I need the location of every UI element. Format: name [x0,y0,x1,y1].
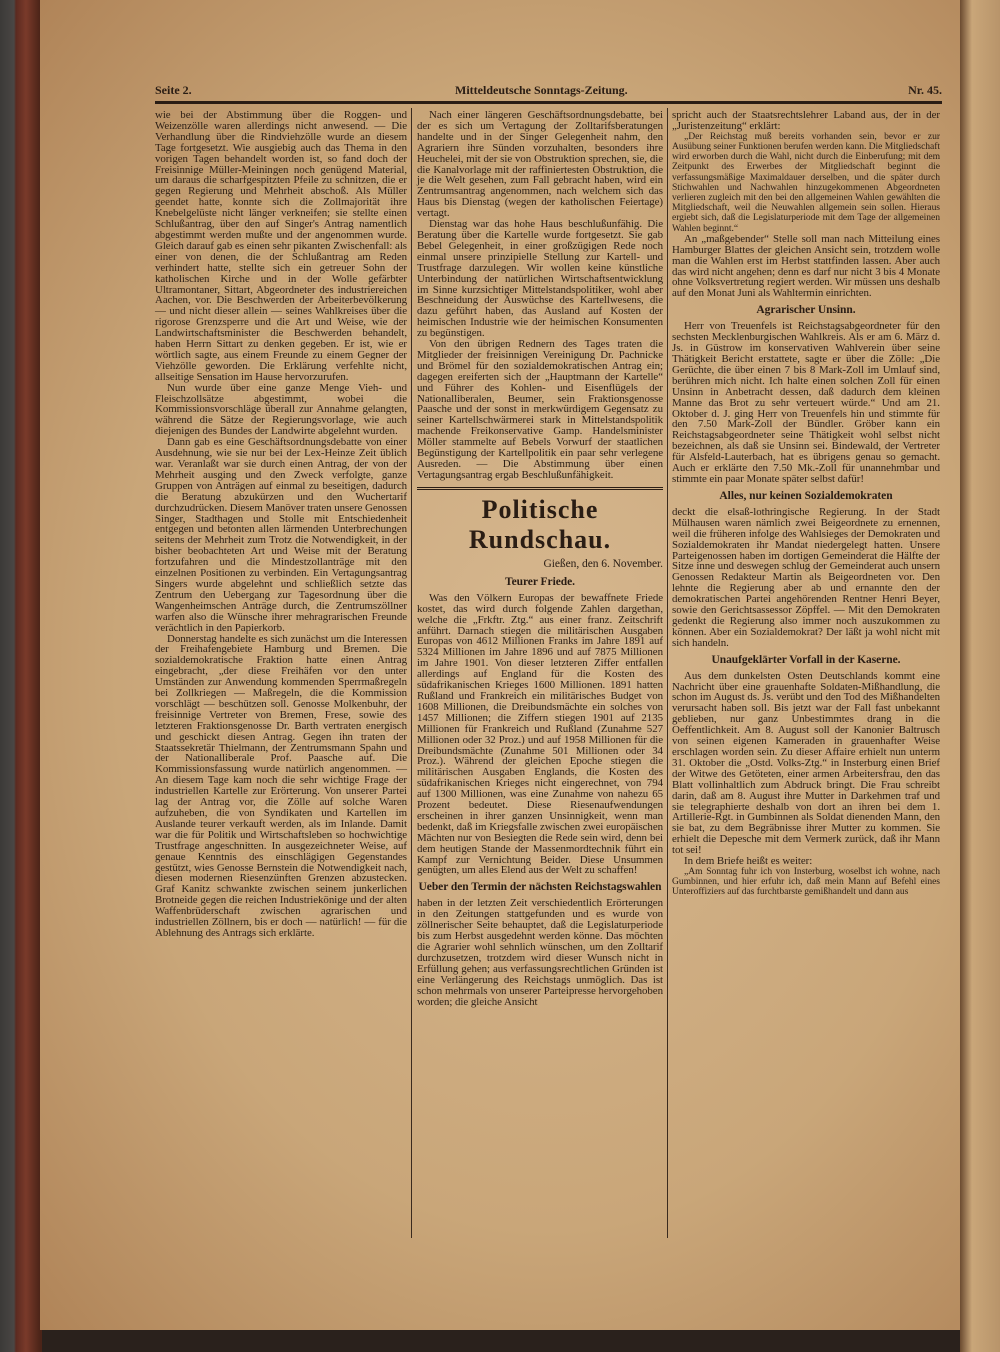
paragraph: An „maßgebender“ Stelle soll man nach Mitteilung eines Hamburger Blattes der gleichen Ansicht sein, trotzdem wolle man die Wahlen erst im Herbst stattfinden lassen. Aber auch das wird nicht angehen; denn es darf nur nicht 3 bis 4 Monate ohne Volksvertretung regiert werden. Wir müssen uns deshalb auf den Monat Juni als Wahltermin einrichten. [672,232,940,300]
article-heading: Ueber den Termin der nächsten Reichstagswahlen [418,881,662,894]
paragraph: Dann gab es eine Geschäftsordnungsdebatte von einer Ausdehnung, wie sie nur bei der Lex-Heinze Zeit üblich war. Veranlaßt war sie durch einen Antrag, der von der Mehrheit ausging und den Zweck verfolgte, ganze Gruppen von Anträgen auf einmal zu beseitigen, dadurch die Beratung abzukürzen und den Wuchertarif durchzudrücken. Diesem Manöver traten unsere Genossen Singer, Stadthagen und Stolle mit Entschiedenheit entgegen und betonten allen lärmenden Unterbrechungen seitens der Mehrheit zum Trotz die Notwendigkeit, in der bisher beobachteten Art und Weise mit der Beratung fortzufahren und die Mindestzollanträge mit den einzelnen Positionen zu verbinden. Ein Vertagungsantrag Singers wurde abgelehnt und schließlich setzte das Zentrum den Uebergang zur Tagesordnung über die Wangenheimschen Anträge durch, die Zentrumszöllner warfen also die Wünsche ihrer mehragrarischen Freunde verächtlich in den Papierkorb. [155,436,407,634]
newspaper-title: Mitteldeutsche Sonntags-Zeitung. [455,83,628,97]
paragraph: Herr von Treuenfels ist Reichstagsabgeordneter für den sechsten Mecklenburgischen Wahlkreis. Als er am 6. März d. Js. in Güstrow im konservativen Wahlverein über seine Thätigkeit Bericht erstattete, sagte er über die Zölle: „Die Gerüchte, die über einen 7 bis 8 Mark-Zoll im Umlauf sind, berühren mich nicht. Ich halte einen solchen Zoll für einen Unsinn in Anbetracht dessen, daß dadurch dem kleinen Manne das Brot zu sehr verteuert würde.“ Und am 21. Oktober d. J. ging Herr von Treuenfels hin und stimmte für den 7.50 Mark-Zoll der Bündler. Gröber kann ein Reichstagsabgeordneter seine Thätigkeit wohl selbst nicht bezeichnen, als daß sie Unsinn sei. Bindewald, der Vertreter für Alsfeld-Lauterbach, hat es übrigens genau so gemacht. Auch er erklärte den 7.50 Mk.-Zoll für unannehmbar und stimmte ein paar Monate später selbst dafür! [672,320,940,485]
paragraph: In dem Briefe heißt es weiter: [684,855,813,868]
article-heading: Alles, nur keinen Sozialdemokraten [719,489,893,502]
paragraph: Was den Völkern Europas der bewaffnete Friede kostet, das wird durch folgende Zahlen dargethan, welche die „Frkftr. Ztg.“ aus einer franz. Zeitschrift anführt. Darnach stiegen die militärischen Ausgaben Europas von 4612 Millionen Franks im Jahre 1891 auf 5324 Millionen im Jahre 1896 und auf 7875 Millionen im Jahre 1901. Von dieser letzteren Ziffer entfallen allerdings auf England für die Kosten des südafrikanischen Krieges 1600 Millionen. 1891 hatten Rußland und Frankreich ein militärisches Budget von 1608 Millionen, die Dreibundsmächte ein solches von 1457 Millionen; die Ziffern stiegen 1901 auf 2135 Millionen für Frankreich und Rußland (Zunahme 527 Millionen oder 32 Proz.) und auf 1958 Millionen für die Dreibundsmächte (Zunahme 501 Millionen oder 34 Proz.). Während der gleichen Epoche stiegen die militärischen Ausgaben Englands, die Kosten des südafrikanischen Krieges nicht eingerechnet, von 794 auf 1300 Millionen, was eine Zunahme von nahezu 65 Prozent bedeutet. Diese Riesenaufwendungen erscheinen in ihrer ganzen Unsinnigkeit, wenn man bedenkt, daß im Kriegsfalle zwischen zwei europäischen Mächten nur von Besiegten die Rede sein wird, denn bei dem heutigen Stande der Massenmordtechnik führt ein Kampf zur Vernichtung Beider. Diese Unsummen genügten, um alles Elend aus der Welt zu schaffen! [417,591,663,877]
column-rule [411,108,412,1238]
quotation: „Am Sonntag fuhr ich von Insterburg, woselbst ich wohne, nach Gumbinnen, und hier erfuhr ich, daß mein Mann auf Befehl eines Unteroffiziers auf das furchtbarste gemißhandelt und dann aus [672,865,940,898]
paragraph: Donnerstag handelte es sich zunächst um die Interessen der Freihafengebiete Hamburg und Bremen. Die sozialdemokratische Fraktion hatte einen Antrag eingebracht, „der diese Freihäfen vor den unter Umständen zur Anwendung kommenden Sperrmaßregeln bei Zollkriegen — Maßregeln, die die Kommission vorschlägt — beschützen soll. Genosse Molkenbuhr, der freisinnige Vertreter von Bremen, Frese, sowie des letzteren Fraktionsgenosse Dr. Barth vertraten energisch und geschickt diesen Antrag. Gegen ihn traten der Staatssekretär Thielmann, der Zentrumsmann Spahn und der Nationalliberale Prof. Paasche auf. Die Kommissionsfassung wurde natürlich angenommen. — An diesem Tage kam noch die sehr wichtige Frage der industriellen Kartelle zur Erörterung. Von unserer Partei lag der Antrag vor, die Zölle auf solche Waren aufzuheben, die von Syndikaten und Kartellen im Auslande teurer verkauft werden, als im Inlande. Damit war die für Politik und Wirtschaftsleben so hochwichtige Trustfrage angeschnitten. In ausgezeichneter Weise, auf genaue Kenntnis des einschlägigen Gegenstandes gestützt, wies Genosse Bernstein die Notwendigkeit nach, diesen modernen Riesenzünften Grenzen abzustecken. Graf Kanitz schwankte zwischen seinem junkerlichen Brotneide gegen die reichen Industriekönige und der alten Waffenbrüderschaft zwischen agrarischen und industriellen Zöllnern, bis er doch — natürlich! — für die Ablehnung des Antrags sich erklärte. [155,632,407,939]
paragraph: Von den übrigen Rednern des Tages traten die Mitglieder der freisinnigen Vereinigung Dr. Pachnicke und Brömel für den sozialdemokratischen Antrag ein; dagegen ereiferten sich der „Hauptmann der Kartelle“ und Führer des Kohlen- und Eisenflügels der Nationalliberalen, Beumer, sein Fraktionsgenosse Paasche und der sonst in merkwürdigem Gegensatz zu seiner Kartellschwärmerei stark in Mittelstandspolitik machende Freikonservative Gamp. Handelsminister Möller stammelte auf Bebels Vorwurf der staatlichen Begünstigung der Kartellpolitik ein paar sehr verlegene Ausreden. — Die Abstimmung über einen Vertagungsantrag ergab Beschlußunfähigkeit. [417,338,663,481]
paragraph: deckt die elsaß-lothringische Regierung. In der Stadt Mülhausen waren nämlich zwei Beigeordnete zu ernennen, weil die früheren infolge des Wahlsieges der Demokraten und Sozialdemokraten ihr Mandat niedergelegt hatten. Unsere Parteigenossen haben im dortigen Gemeinderat die Hälfte der Sitze inne und deswegen schlug der Gemeinderat auch unsern Genossen Redakteur Martin als Beigeordneten vor. Den lehnte die Regierung aber ab und ernannte den der demokratischen Partei angehörenden Rentner Henri Beyer, sowie den Gerichtsassessor Zöpffel. — Mit den Demokraten gedenkt die Regierung also immer noch auszukommen zu können. Aber ein Sozialdemokrat? Der läßt ja wohl nicht mit sich handeln. [672,505,940,649]
paragraph: Nun wurde über eine ganze Menge Vieh- und Fleischzollsätze abgestimmt, wobei die Kommissionsvorschläge überall zur Annahme gelangten, während die Sätze der Regierungsvorlage, wie auch diejenigen des Bundes der Landwirte abgelehnt wurden. [155,381,407,438]
article-heading: Agrarischer Unsinn. [756,304,856,317]
paragraph: wie bei der Abstimmung über die Roggen- und Weizenzölle waren allerdings nicht anwesend. — Die Verhandlung über die Rindviehzölle wurde an diesem Tage fortgesetzt. Wie ausgiebig auch das Thema in den vorigen Tagen behandelt worden ist, so fand doch der Freisinnige Müller-Meiningen noch genügend Material, um daraus die scharfgespitzten Pfeile zu schnitzen, die er gegen Regierung und Mehrheit abschoß. Als Müller geendet hatte, konnte sich die Zollmajorität ihre Knebelgelüste nicht länger verkneifen; sie stellte einen Schlußantrag, über den auf Singer's Antrag namentlich abgestimmt werden mußte und der angenommen wurde. Gleich darauf gab es einen sehr pikanten Zwischenfall: als einer von denen, die der Schlußantrag am Reden verhindert hatte, stellte sich ein getreuer Sohn der katholischen Kirche und in der Wolle gefärbter Ultramontaner, Sittart, Abgeordneter des industriereichen Aachen, vor. Die Beschwerden der Arbeiterbevölkerung — und nicht dieser allein — seines Wahlkreises über die rigorose Grenzsperre und die Art und Weise, wie der Landwirtschaftsminister die Beschwerden behandelt, haben Herrn Sittart zu denken gegeben. Er ist, wie er wörtlich sagte, aus einem Freunde zu einem Gegner der Viehzölle geworden. Die Erklärung verfehlte nicht, allseitige Sensation im Hause hervorzurufen. [155,109,407,383]
column-2 [417,110,663,1007]
paragraph: Aus dem dunkelsten Osten Deutschlands kommt eine Nachricht über eine grauenhafte Soldaten-Mißhandlung, die schon im August ds. Js. verübt und den Tod des Mißhandelten verursacht haben soll. Bis jetzt war der Fall fast unbekannt geblieben, nur ganz Unbestimmtes drang in die Oeffentlichkeit. Am 8. August soll der Kanonier Baltrusch von seinen eigenen Kameraden in grauenhafter Weise erschlagen worden sein. Zu dieser Affaire erhielt nun unterm 31. Oktober die „Ostd. Volks-Ztg.“ in Insterburg einen Brief der Witwe des Getöteten, einer armen Arbeitersfrau, den das Blatt vollinhaltlich zum Abdruck bringt. Die Frau schreibt darin, daß am 8. August ihre Mutter in Darkehmen traf und sie telegraphierte deshalb von dort an ihren bei dem 1. Artillerie-Rgt. in Gumbinnen als Soldat dienenden Mann, den sie bat, zu dem Begräbnisse ihrer Mutter zu kommen. Sie erhielt die Depesche mit dem Vermerk zurück, daß ihr Mann tot sei! [672,669,940,857]
column-1 [155,110,407,939]
paragraph: Dienstag war das hohe Haus beschlußunfähig. Die Beratung über die Kartelle wurde fortgesetzt. Sie gab Bebel Gelegenheit, in einer großzügigen Rede noch einmal unsere prinzipielle Stellung zur Kartell- und Trustfrage darzulegen. Wir wollen keine künstliche Unterbindung der natürlichen Wirtschaftsentwicklung im Sinne kurzsichtiger Mittelstandspolitiker, wohl aber Beschneidung der Auswüchse des Kartellwesens, die dazu geführt haben, das Ausland auf Kosten der heimischen Industrie wie der heimischen Konsumenten zu begünstigen. [417,218,663,340]
paragraph: Nach einer längeren Geschäftsordnungsdebatte, bei der es sich um Vertagung der Zolltarifsberatungen handelte und in der Singer Gelegenheit nahm, den Agrariern ihre Sünden vorzuhalten, besonders ihre Heuchelei, mit der sie von Obstruktion sprechen, sie, die die Kanalvorlage mit der raffiniertesten Obstruktion, die je die Welt gesehen, zum Fall gebracht haben, wird ein Zentrumsantrag angenommen, nach welchem sich das Haus bis Dienstag (wegen der katholischen Feiertage) vertagt. [417,109,663,220]
paragraph: spricht auch der Staatsrechtslehrer Laband aus, der in der „Juristenzeitung“ erklärt: [672,109,940,132]
section-title: Politische Rundschau. [417,487,663,555]
page-header [155,84,942,104]
article-heading: Unaufgeklärter Vorfall in der Kaserne. [711,653,901,666]
column-rule [667,108,668,1238]
paragraph: haben in der letzten Zeit verschiedentlich Erörterungen in den Zeitungen stattgefunden und es wurde von zöllnerischer Seite behauptet, daß die Legislaturperiode bis zum Herbst ausgedehnt werden könne. Das möchten die Agrarier wohl sehnlich wünschen, um den Zolltarif durchzusetzen, trotzdem wird dieser Wunsch nicht in Erfüllung gehen; aus verfassungsrechtlichen Gründen ist eine Verlängerung des Reichstags unmöglich. Das ist schon mehrmals von unserer Parteipresse hervorgehoben worden; die gleiche Ansicht [417,897,663,1008]
page-number: Seite 2. [155,83,192,97]
adjacent-page-edge [960,0,1000,1352]
quotation: „Der Reichstag muß bereits vorhanden sein, bevor er zur Ausübung seiner Funktionen berufen werden kann. Die Mitgliedschaft wird erworben durch die Wahl, nicht durch die Einberufung; mit dem Zeitpunkt des Erwerbes der Mitgliedschaft beginnt die verfassungsmäßige Maximaldauer derselben, und die später durch Stichwahlen und Nachwahlen hinzugekommenen Abgeordneten verlieren zugleich mit den bei den allgemeinen Wahlen gewählten die Mitgliedschaft, weil die Neuwahlen allgemein sein sollen. Hieraus ergiebt sich, daß die Legislaturperiode mit dem Tage der allgemeinen Wahlen beginnt.“ [672,130,940,234]
dateline: Gießen, den 6. November. [543,557,663,570]
article-heading: Teurer Friede. [505,575,575,588]
book-binding [0,0,42,1352]
issue-number: Nr. 45. [908,83,942,97]
column-3 [672,110,940,898]
